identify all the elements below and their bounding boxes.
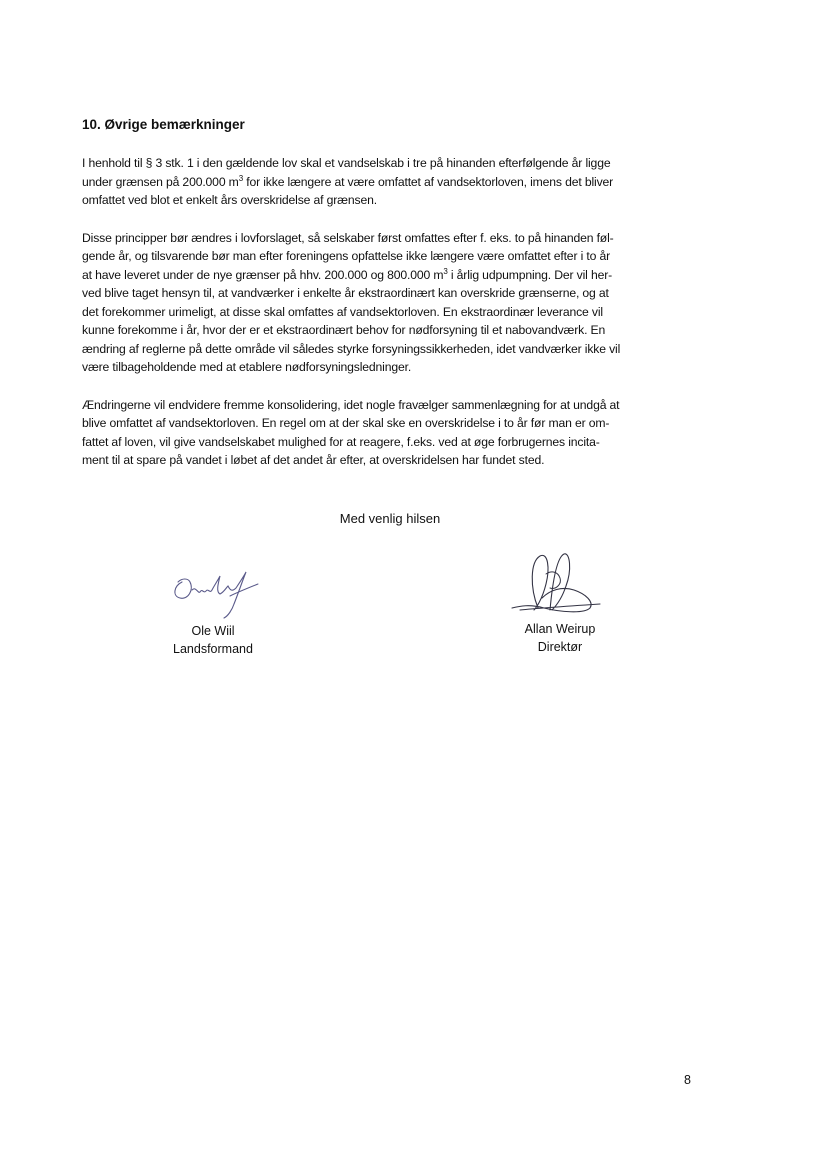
signatory-title: Direktør xyxy=(537,640,583,654)
section-heading: 10. Øvrige bemærkninger xyxy=(82,117,245,132)
text-segment: for ikke længere at være omfattet af vandsektorloven, imens det bliver xyxy=(243,174,614,189)
text-line: blive omfattet af vandsektorloven. En regel om at der skal ske en overskridelse i to år før man er om- xyxy=(82,416,610,430)
text-line: det forekommer urimeligt, at disse skal omfattes af vandsektorloven. En ekstraordinær leverance vil xyxy=(82,304,603,319)
signatory-left xyxy=(148,560,278,658)
text-line: Ændringerne vil endvidere fremme konsolidering, idet nogle fravælger sammenlægning for at undgå at xyxy=(82,397,620,412)
page-number: 8 xyxy=(684,1073,691,1087)
text-line xyxy=(82,173,702,192)
closing-salutation: Med venlig hilsen xyxy=(339,511,441,526)
text-line: Disse principper bør ændres i lovforslaget, så selskaber først omfattes efter f. eks. to på hinanden føl- xyxy=(82,230,614,245)
text-line: omfattet ved blot et enkelt års overskridelse af grænsen. xyxy=(82,193,377,207)
signatory-name: Ole Wiil xyxy=(191,624,235,638)
text-line: gende år, og tilsvarende bør man efter foreningens opfattelse ikke længere være omfattet efter i to år xyxy=(82,249,611,263)
superscript: 3 xyxy=(443,266,448,276)
text-line: ved blive taget hensyn til, at vandværker i enkelte år ekstraordinært kan overskride grænserne, og at xyxy=(82,286,609,300)
paragraph xyxy=(82,229,702,377)
superscript: 3 xyxy=(238,173,243,183)
text-line: fattet af loven, vil give vandselskabet mulighed for at reagere, f.eks. ved at øge forbrugernes incita- xyxy=(82,434,600,449)
signatory-name: Allan Weirup xyxy=(524,622,596,636)
signatory-right xyxy=(490,548,630,656)
text-line: ment til at spare på vandet i løbet af det andet år efter, at overskridelsen har fundet sted. xyxy=(82,453,545,467)
text-segment: at have leveret under de nye grænser på hhv. 200.000 og 800.000 m xyxy=(82,267,444,282)
text-line: kunne forekomme i år, hvor der er et ekstraordinært behov for nødforsyning til et nabovandværk. En xyxy=(82,323,606,337)
text-line: ændring af reglerne på dette område vil således styrke forsyningssikkerheden, idet vandværker ikke vil xyxy=(82,341,621,356)
paragraph-container xyxy=(82,154,702,470)
text-segment: under grænsen på 200.000 m xyxy=(82,174,239,189)
paragraph xyxy=(82,396,702,470)
paragraph xyxy=(82,154,702,210)
text-line: være tilbageholdende med at etablere nødforsyningsledninger. xyxy=(82,360,412,374)
text-line xyxy=(82,266,702,285)
signature-allan-weirup xyxy=(490,548,630,620)
section-body xyxy=(82,116,702,489)
signatory-title: Landsformand xyxy=(173,642,253,656)
signature-ole-wiil xyxy=(148,560,278,622)
text-segment: i årlig udpumpning. Der vil her- xyxy=(447,267,613,282)
text-line: I henhold til § 3 stk. 1 i den gældende lov skal et vandselskab i tre på hinanden efterfølgende år ligge xyxy=(82,156,611,170)
